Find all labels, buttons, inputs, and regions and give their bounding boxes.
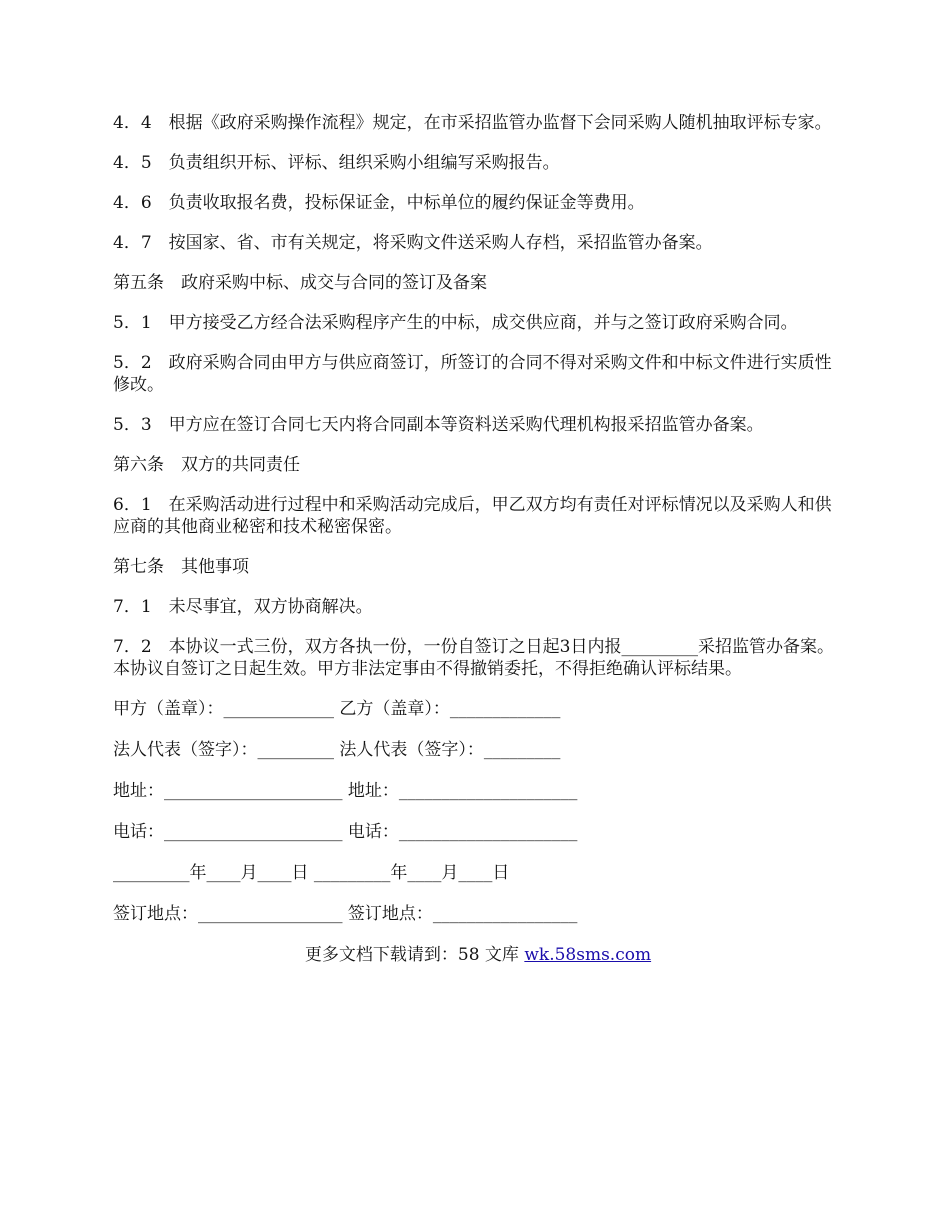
article-6-heading: 第六条 双方的共同责任 [113,455,300,475]
signature-row-legal-rep: 法人代表（签字）：_________ 法人代表（签字）：_________ [113,740,561,760]
clause-4-4: 4．4 根据《政府采购操作流程》规定，在市采招监管办监督下会同采购人随机抽取评标专家。 [113,113,832,133]
clause-5-1: 5．1 甲方接受乙方经合法采购程序产生的中标，成交供应商，并与之签订政府采购合同。 [113,313,798,333]
signature-row-place: 签订地点：_________________ 签订地点：_________________ [113,904,578,924]
clause-7-1: 7．1 未尽事宜，双方协商解决。 [113,597,373,617]
document-page [113,112,843,966]
clause-4-6: 4．6 负责收取报名费，投标保证金，中标单位的履约保证金等费用。 [113,193,645,213]
clause-4-7: 4．7 按国家、省、市有关规定，将采购文件送采购人存档，采招监管办备案。 [113,233,713,253]
footer-link[interactable]: wk.58sms.com [524,945,652,965]
signature-row-seal: 甲方（盖章）：_____________ 乙方（盖章）：_____________ [113,699,561,719]
article-7-heading: 第七条 其他事项 [113,557,249,577]
clause-7-2: 7．2 本协议一式三份，双方各执一份，一份自签订之日起3日内报_________采招监管办备案。本协议自签订之日起生效。甲方非法定事由不得撤销委托，不得拒绝确认评标结果。 [113,637,834,679]
signature-row-phone: 电话：_____________________ 电话：_____________________ [113,822,578,842]
signature-block [113,698,843,925]
signature-row-address: 地址：_____________________ 地址：_____________________ [113,781,578,801]
clause-5-2: 5．2 政府采购合同由甲方与供应商签订，所签订的合同不得对采购文件和中标文件进行实质性修改。 [113,353,832,395]
clause-4-5: 4．5 负责组织开标、评标、组织采购小组编写采购报告。 [113,153,560,173]
clause-6-1: 6．1 在采购活动进行过程中和采购活动完成后，甲乙双方均有责任对评标情况以及采购人和供应商的其他商业秘密和技术秘密保密。 [113,495,832,537]
article-5-heading: 第五条 政府采购中标、成交与合同的签订及备案 [113,273,487,293]
signature-row-date: _________年____月____日 _________年____月____日 [113,863,510,883]
clause-5-3: 5．3 甲方应在签订合同七天内将合同副本等资料送采购代理机构报采招监管办备案。 [113,415,764,435]
footer-text: 更多文档下载请到：58 文库 [304,945,525,965]
footer [113,944,843,966]
